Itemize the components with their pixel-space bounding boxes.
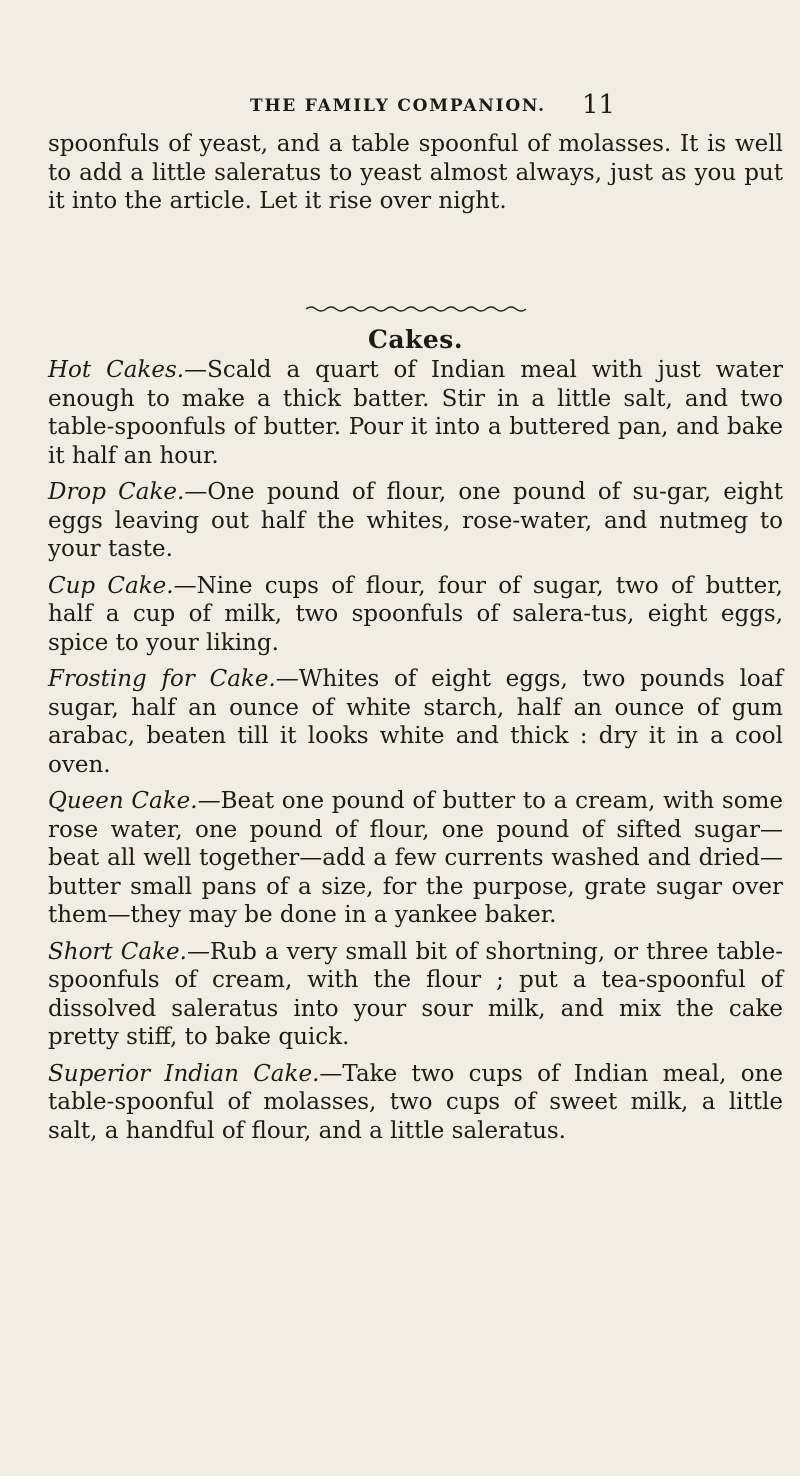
recipe-name: Short Cake. (48, 938, 187, 965)
recipe-queen-cake (48, 787, 783, 930)
running-title: THE FAMILY COMPANION. (250, 96, 546, 116)
recipe-name: Queen Cake. (48, 788, 198, 814)
recipe-frosting-for-cake (48, 665, 783, 779)
recipe-text: —Scald a quart of Indian meal with just water enough to make a thick batter. Stir in a little salt, and two table-spoonfuls of butter. Pour it into a buttered pan, and bake it half an hour. (48, 357, 783, 469)
recipe-text: —Whites of eight eggs, two pounds loaf sugar, half an ounce of white starch, half an ounce of gum arabac, beaten till it looks white and thick : dry it in a cool oven. (48, 666, 783, 778)
recipe-text: —Beat one pound of butter to a cream, with some rose water, one pound of flour, one pound of sifted sugar—beat all well together—add a few currents washed and dried—butter small pans of a size, for the purpose, grate sugar over them—they may be done in a yankee baker. (48, 788, 783, 928)
page-header (0, 90, 800, 130)
recipe-name: Superior Indian Cake. (48, 1060, 320, 1087)
section-heading: Cakes. (367, 324, 464, 354)
recipe-superior-indian-cake (48, 1060, 783, 1146)
recipe-text: —Rub a very small bit of shortning, or three table-spoonfuls of cream, with the flour ; put a tea-spoonful of dissolved saleratus into your sour milk, and mix the cake pretty stiff, to bake quick. (48, 938, 783, 1050)
wavy-divider (306, 304, 526, 314)
recipe-name: Drop Cake. (48, 479, 185, 505)
recipe-name: Cup Cake. (48, 572, 174, 599)
intro-paragraph: spoonfuls of yeast, and a table spoonful of molasses. It is well to add a little saleratus to yeast almost always, just as you put it into the article. Let it rise over night. (48, 131, 783, 214)
recipe-short-cake (48, 938, 783, 1052)
page-number: 11 (582, 90, 616, 120)
recipe-hot-cakes (48, 356, 783, 470)
page-body (48, 130, 783, 1153)
recipe-name: Frosting for Cake. (48, 666, 276, 692)
recipe-text: —Nine cups of flour, four of sugar, two of butter, half a cup of milk, two spoonfuls of salera-tus, eight eggs, spice to your liking. (48, 572, 783, 656)
recipe-name: Hot Cakes. (48, 357, 185, 383)
recipe-cup-cake (48, 572, 783, 658)
recipe-text: —One pound of flour, one pound of su-gar, eight eggs leaving out half the whites, rose-water, and nutmeg to your taste. (48, 479, 783, 562)
recipe-text: —Take two cups of Indian meal, one table-spoonful of molasses, two cups of sweet milk, a little salt, a handful of flour, and a little saleratus. (48, 1060, 783, 1144)
recipe-drop-cake (48, 478, 783, 564)
